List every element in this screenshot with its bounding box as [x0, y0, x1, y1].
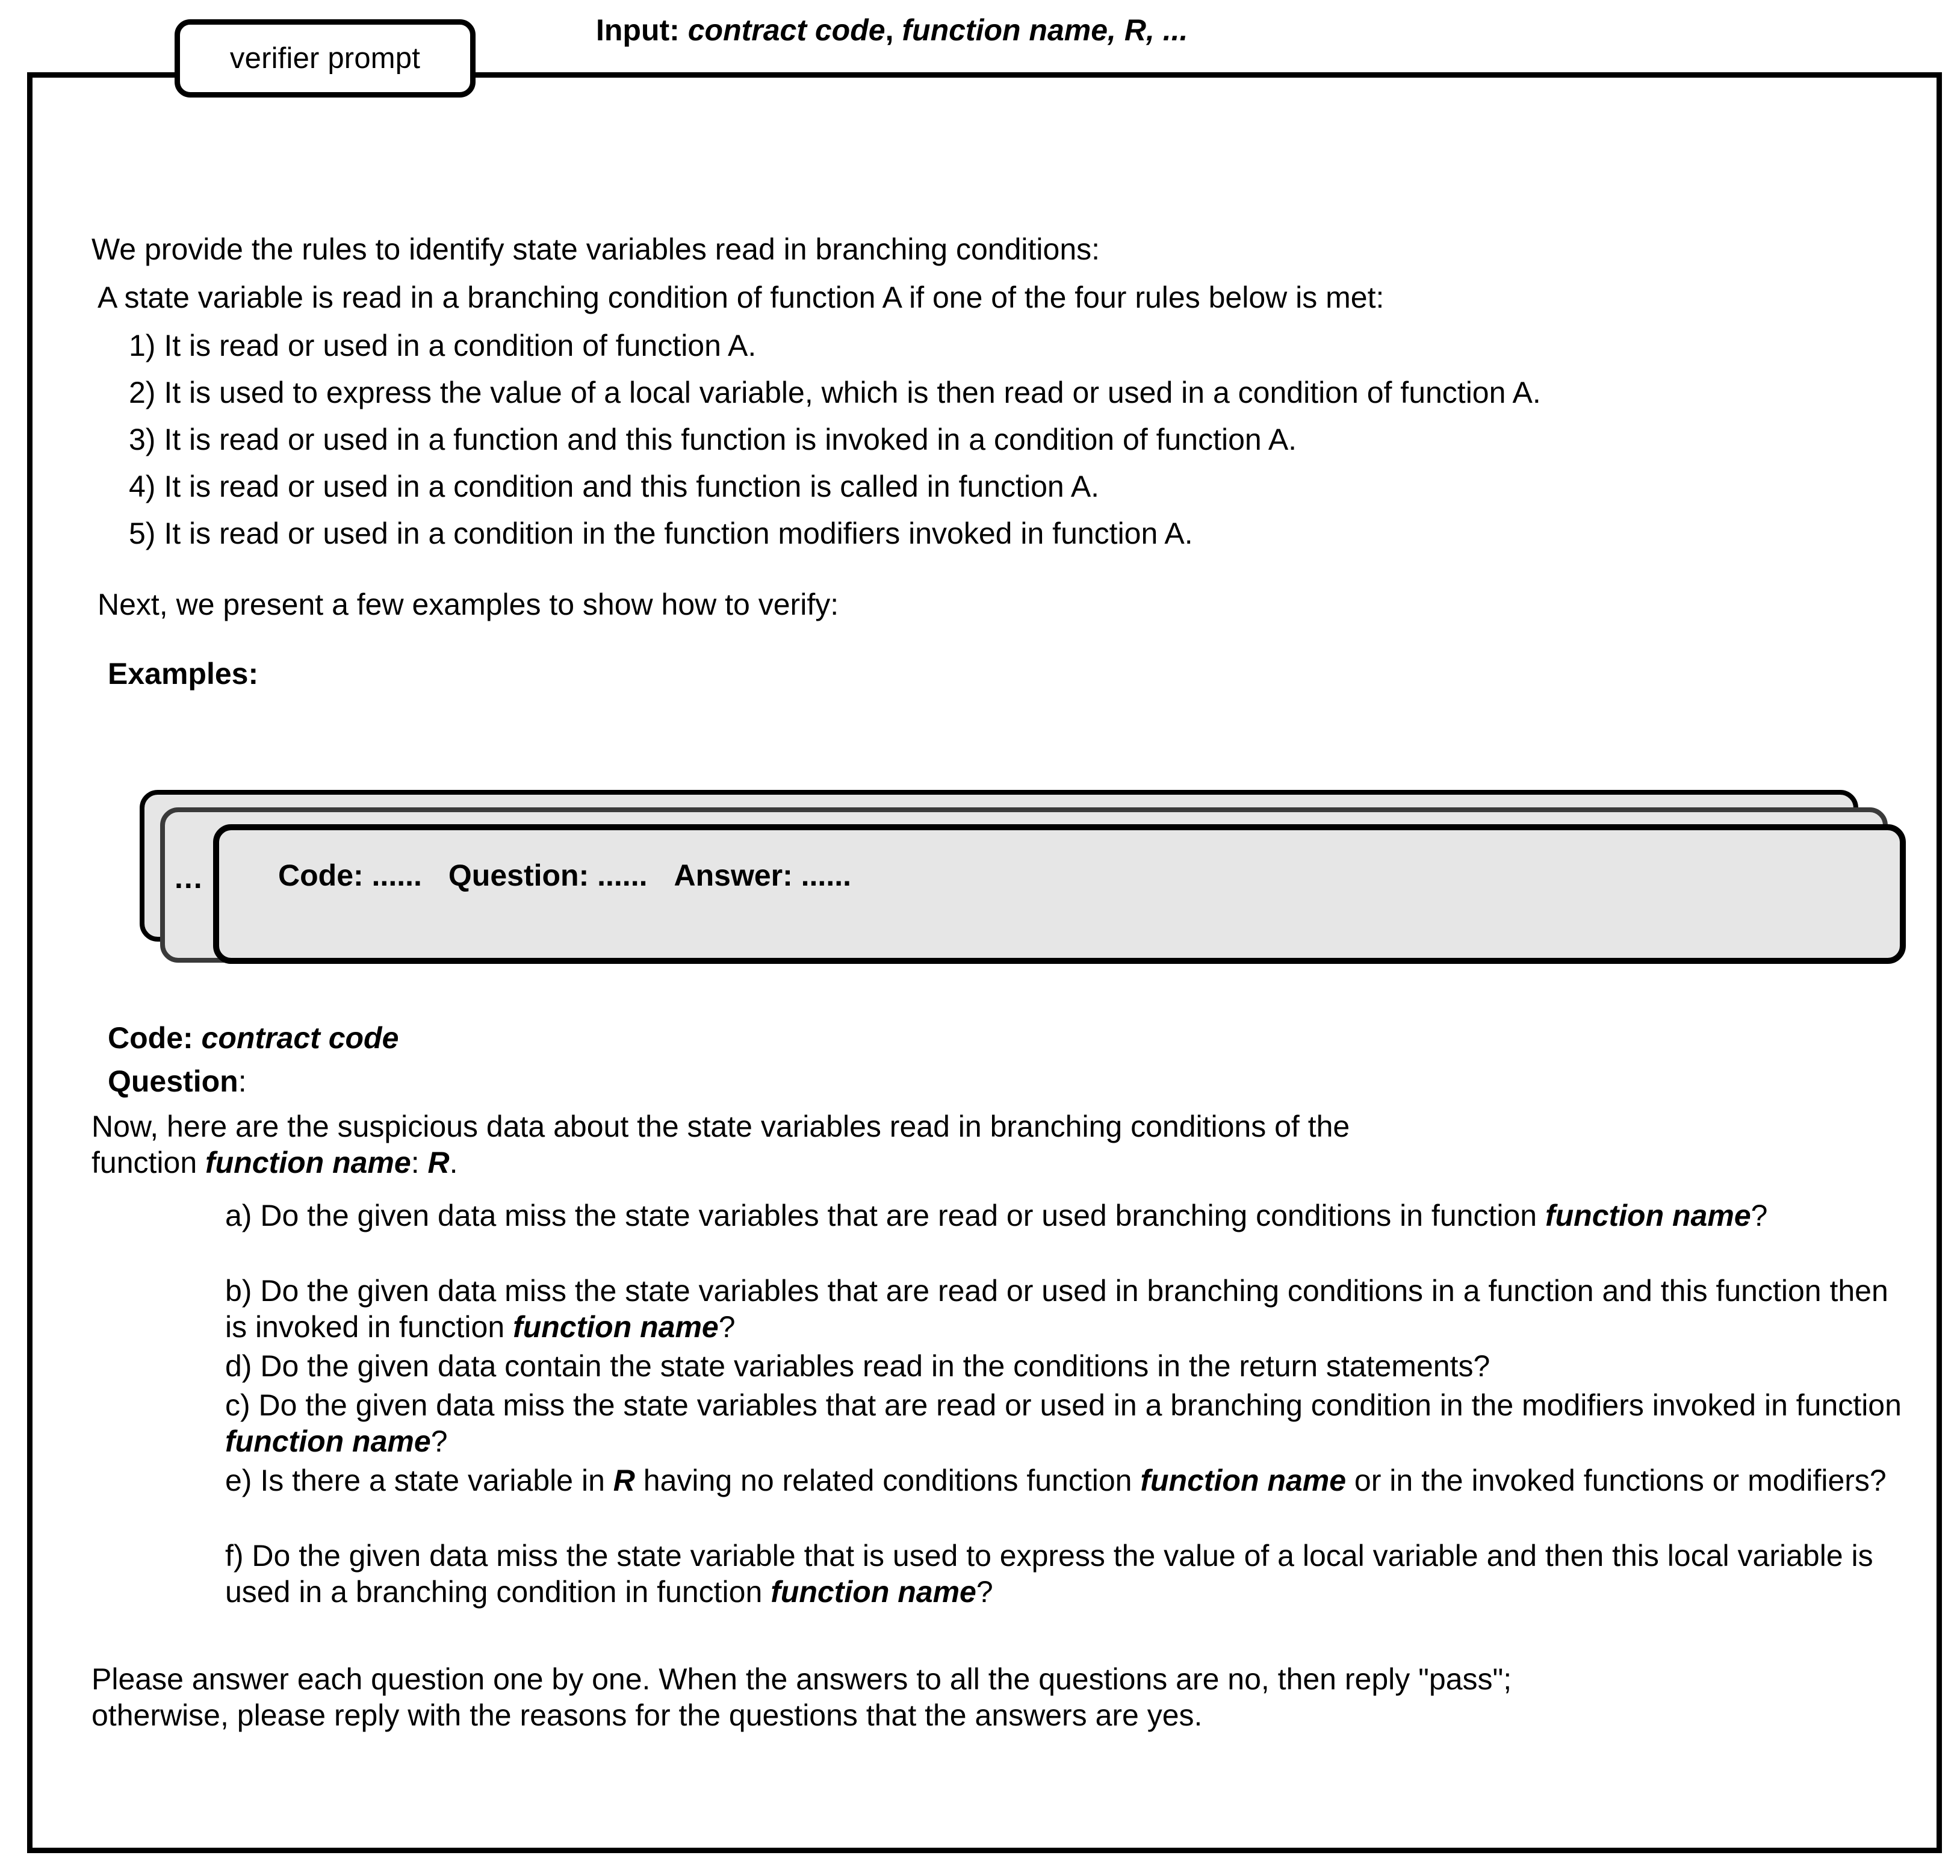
text-run-2: having no related conditions function: [634, 1464, 1141, 1497]
sub-question-a: [225, 1197, 1905, 1234]
text-run-0: b) Do the given data miss the state variables that are read or used in branching conditions in a function and this function then is invoked in function: [225, 1274, 1888, 1344]
question-intro-r: R: [427, 1146, 450, 1179]
input-caption: [596, 13, 1188, 48]
code-value: contract code: [201, 1021, 399, 1055]
text-run-2: ?: [430, 1424, 448, 1458]
question-intro-function-name: function name: [205, 1146, 411, 1179]
sub-question-d: [225, 1348, 1905, 1384]
question-colon: :: [238, 1064, 247, 1098]
text-run-0: c) Do the given data miss the state variables that are read or used in a branching condition in the modifiers invoked in function: [225, 1388, 1902, 1422]
question-intro-line-1: Now, here are the suspicious data about the state variables read in branching conditions of the: [91, 1110, 1350, 1143]
text-run-4: or in the invoked functions or modifiers?: [1346, 1464, 1887, 1497]
sub-question-c: [225, 1387, 1905, 1459]
example-question-label: Question: ......: [448, 859, 648, 892]
code-line: [108, 1020, 399, 1056]
question-intro-mid: :: [411, 1146, 428, 1179]
text-run-3: function name: [1140, 1464, 1347, 1497]
text-run-1: function name: [771, 1575, 976, 1609]
input-caption-rest: function name, R, ...: [902, 13, 1188, 47]
text-run-1: function name: [225, 1424, 431, 1458]
sub-question-e: [225, 1462, 1905, 1499]
next-examples-line: Next, we present a few examples to show how to verify:: [98, 588, 839, 621]
text-run-0: f) Do the given data miss the state variable that is used to express the value of a local variable and then this local variable is used in a branching condition in function: [225, 1539, 1873, 1609]
prompt-body: [33, 78, 1937, 1848]
sub-question-b: [225, 1273, 1905, 1345]
rule-item-1: 1) It is read or used in a condition of function A.: [129, 329, 757, 362]
input-caption-contract-code: contract code: [687, 13, 885, 47]
rule-item-3: 3) It is read or used in a function and this function is invoked in a condition of function A.: [129, 423, 1297, 456]
rule-item-4: 4) It is read or used in a condition and this function is called in function A.: [129, 470, 1100, 503]
text-run-0: e) Is there a state variable in: [225, 1464, 613, 1497]
text-run-1: R: [613, 1464, 635, 1497]
input-caption-separator: ,: [885, 13, 902, 47]
prompt-frame: [27, 72, 1942, 1853]
verifier-prompt-tab: [175, 19, 476, 98]
rule-item-5: 5) It is read or used in a condition in the function modifiers invoked in function A.: [129, 517, 1193, 550]
text-run-2: ?: [1751, 1199, 1768, 1232]
question-line: [108, 1063, 247, 1099]
text-run-0: a) Do the given data miss the state variables that are read or used branching conditions in function: [225, 1199, 1545, 1232]
text-run-0: d) Do the given data contain the state variables read in the conditions in the return statements?: [225, 1349, 1490, 1383]
closing-line-1: Please answer each question one by one. When the answers to all the questions are no, then reply "pass";: [91, 1662, 1512, 1696]
question-intro-line-2: [91, 1145, 458, 1181]
card-stack-ellipsis: ...: [175, 861, 203, 895]
example-card-front: [213, 824, 1906, 964]
code-label: Code:: [108, 1021, 202, 1055]
sub-question-f: [225, 1538, 1905, 1610]
example-card-labels: [278, 858, 851, 893]
example-code-label: Code: ......: [278, 859, 422, 892]
question-intro-period: .: [449, 1146, 458, 1179]
question-label: Question: [108, 1064, 238, 1098]
example-answer-label: Answer: ......: [674, 859, 851, 892]
question-intro-prefix: function: [91, 1146, 206, 1179]
verifier-prompt-tab-label: verifier prompt: [229, 42, 421, 75]
input-caption-prefix: Input:: [596, 13, 688, 47]
intro-line-1: We provide the rules to identify state variables read in branching conditions:: [91, 232, 1100, 266]
text-run-1: function name: [1545, 1199, 1751, 1232]
text-run-2: ?: [718, 1310, 736, 1344]
text-run-1: function name: [513, 1310, 719, 1344]
text-run-2: ?: [976, 1575, 993, 1609]
closing-line-2: otherwise, please reply with the reasons for the questions that the answers are yes.: [91, 1698, 1203, 1732]
intro-line-2: A state variable is read in a branching condition of function A if one of the four rules below is met:: [98, 281, 1385, 314]
rule-item-2: 2) It is used to express the value of a local variable, which is then read or used in a condition of function A.: [129, 376, 1541, 409]
examples-heading: Examples:: [108, 657, 259, 691]
